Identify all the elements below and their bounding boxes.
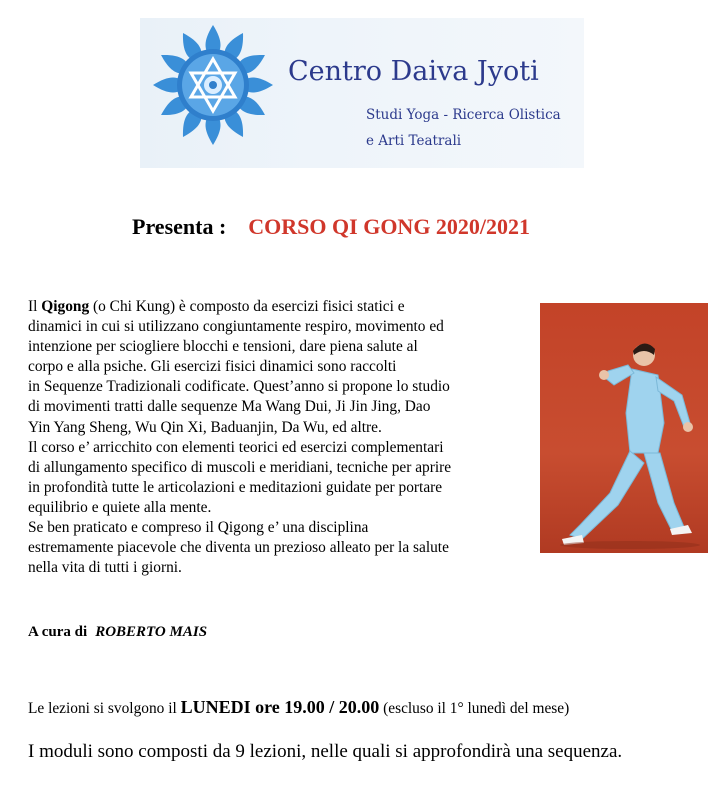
modules-info: I moduli sono composti da 9 lezioni, nelle quali si approfondirà una sequenza.	[28, 741, 623, 762]
lotus-logo-icon	[148, 20, 278, 150]
description-line: estremamente piacevole che diventa un prezioso alleato per la salute	[28, 539, 449, 557]
description-line: equilibrio e quiete alla mente.	[28, 498, 212, 516]
description-line: corpo e alla psiche. Gli esercizi fisici dinamici sono raccolti	[28, 358, 397, 376]
description-line: di allungamento specifico di muscoli e meridiani, tecniche per aprire	[28, 458, 452, 476]
curator-name: ROBERTO MAIS	[95, 624, 208, 640]
course-name: CORSO QI GONG 2020/2021	[248, 214, 531, 239]
schedule-day-time: LUNEDI ore 19.00 / 20.00	[180, 697, 380, 717]
brand-subtitle-2: e Arti Teatrali	[366, 133, 462, 149]
page-title	[132, 214, 530, 240]
description-line: in profondità tutte le articolazioni e meditazioni guidate per portare	[28, 478, 443, 496]
description-line: intenzione per sciogliere blocchi e tensioni, dare piena salute al	[28, 338, 418, 356]
brand-name: Centro Daiva Jyoti	[288, 56, 539, 87]
schedule-suffix: (escluso il 1° lunedì del mese)	[379, 700, 570, 717]
description-line: di movimenti tratti dalle sequenze Ma Wang Dui, Ji Jin Jing, Dao	[28, 398, 431, 416]
description-line: Il corso e’ arricchito con elementi teorici ed esercizi complementari	[28, 438, 444, 456]
description	[28, 297, 528, 578]
header-banner	[140, 18, 584, 168]
curator-label: A cura di	[28, 624, 88, 640]
brand-subtitle-1: Studi Yoga - Ricerca Olistica	[366, 107, 561, 123]
presents-label: Presenta :	[132, 214, 227, 239]
curator	[28, 624, 207, 641]
description-line: in Sequenze Tradizionali codificate. Quest’anno si propone lo studio	[28, 378, 450, 396]
description-line: Yin Yang Sheng, Wu Qin Xi, Baduanjin, Da Wu, ed altre.	[28, 418, 382, 436]
description-line: nella vita di tutti i giorni.	[28, 559, 182, 577]
qigong-term: Qigong	[41, 298, 90, 315]
description-line: Se ben praticato e compreso il Qigong e’ una disciplina	[28, 519, 369, 537]
schedule-prefix: Le lezioni si svolgono il	[28, 700, 181, 717]
description-line: Il Qigong (o Chi Kung) è composto da esercizi fisici statici e	[28, 298, 405, 315]
description-line: dinamici in cui si utilizzano congiuntamente respiro, movimento ed	[28, 318, 444, 336]
schedule	[28, 697, 569, 718]
qigong-practitioner-photo	[540, 303, 708, 553]
